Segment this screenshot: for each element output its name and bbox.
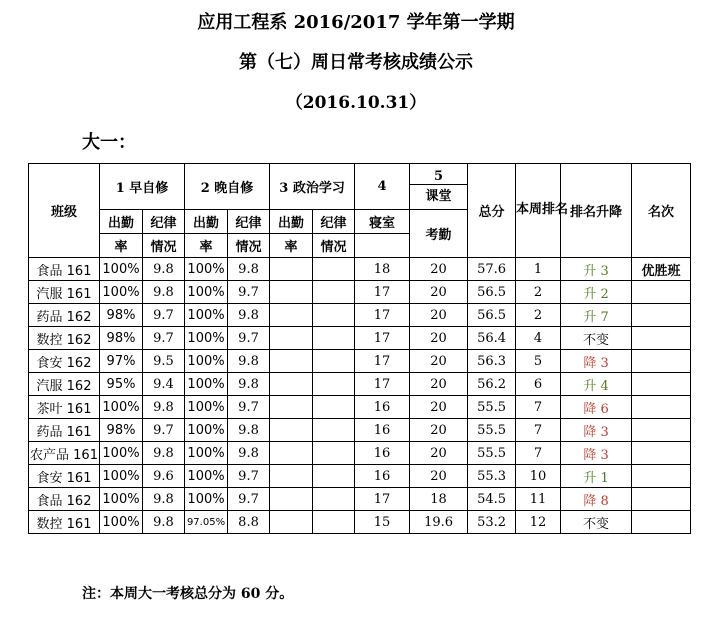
evening-attendance-cell: 100% bbox=[185, 419, 228, 442]
course-score-cell: 20 bbox=[410, 419, 468, 442]
honor-cell bbox=[632, 373, 691, 396]
class-cell: 汽服 161 bbox=[29, 281, 100, 304]
total-score-cell: 56.3 bbox=[468, 350, 516, 373]
honor-cell bbox=[632, 350, 691, 373]
morning-discipline-cell: 9.8 bbox=[143, 258, 185, 281]
honor-cell bbox=[632, 442, 691, 465]
rank-change-cell: 降 6 bbox=[561, 396, 632, 419]
total-score-cell: 53.2 bbox=[468, 511, 516, 534]
table-row bbox=[29, 488, 691, 511]
rank-change-cell: 升 7 bbox=[561, 304, 632, 327]
politics-discipline-cell bbox=[313, 304, 355, 327]
rank-change-cell: 升 2 bbox=[561, 281, 632, 304]
header-row-1 bbox=[29, 164, 691, 210]
morning-discipline-cell: 9.8 bbox=[143, 442, 185, 465]
honor-cell: 优胜班 bbox=[632, 258, 691, 281]
class-cell: 数控 161 bbox=[29, 511, 100, 534]
header-class: 班级 bbox=[29, 164, 100, 258]
total-score-cell: 56.5 bbox=[468, 281, 516, 304]
politics-attendance-cell bbox=[270, 281, 313, 304]
dorm-score-cell: 15 bbox=[355, 511, 410, 534]
header-politics: 3 政治学习 bbox=[270, 164, 355, 210]
rank-cell: 7 bbox=[516, 396, 561, 419]
course-score-cell: 20 bbox=[410, 258, 468, 281]
total-score-cell: 56.4 bbox=[468, 327, 516, 350]
header-p-dis-a: 纪律 bbox=[313, 210, 355, 234]
politics-discipline-cell bbox=[313, 419, 355, 442]
rank-change-cell: 降 3 bbox=[561, 442, 632, 465]
morning-discipline-cell: 9.4 bbox=[143, 373, 185, 396]
evening-discipline-cell: 9.8 bbox=[228, 442, 270, 465]
rank-cell: 2 bbox=[516, 304, 561, 327]
course-score-cell: 20 bbox=[410, 465, 468, 488]
morning-discipline-cell: 9.7 bbox=[143, 419, 185, 442]
evening-attendance-cell: 100% bbox=[185, 465, 228, 488]
header-p-att-a: 出勤 bbox=[270, 210, 313, 234]
header-p-dis-b: 情况 bbox=[313, 234, 355, 258]
politics-attendance-cell bbox=[270, 258, 313, 281]
header-e-dis-b: 情况 bbox=[228, 234, 270, 258]
header-e-att-b: 率 bbox=[185, 234, 228, 258]
evening-attendance-cell: 100% bbox=[185, 258, 228, 281]
class-cell: 药品 162 bbox=[29, 304, 100, 327]
rank-cell: 10 bbox=[516, 465, 561, 488]
header-course-sub2: 考勤 bbox=[410, 210, 468, 258]
course-score-cell: 20 bbox=[410, 373, 468, 396]
evening-attendance-cell: 100% bbox=[185, 488, 228, 511]
total-score-cell: 56.5 bbox=[468, 304, 516, 327]
table-row bbox=[29, 511, 691, 534]
table-row bbox=[29, 465, 691, 488]
rank-cell: 11 bbox=[516, 488, 561, 511]
politics-discipline-cell bbox=[313, 488, 355, 511]
evening-discipline-cell: 9.7 bbox=[228, 396, 270, 419]
rank-cell: 2 bbox=[516, 281, 561, 304]
morning-attendance-cell: 100% bbox=[100, 465, 143, 488]
header-m-dis-b: 情况 bbox=[143, 234, 185, 258]
rank-change-cell: 升 3 bbox=[561, 258, 632, 281]
dorm-score-cell: 16 bbox=[355, 442, 410, 465]
rank-cell: 6 bbox=[516, 373, 561, 396]
politics-attendance-cell bbox=[270, 442, 313, 465]
morning-attendance-cell: 100% bbox=[100, 442, 143, 465]
header-m-dis-a: 纪律 bbox=[143, 210, 185, 234]
total-score-cell: 55.5 bbox=[468, 442, 516, 465]
header-m-att-a: 出勤 bbox=[100, 210, 143, 234]
rank-cell: 7 bbox=[516, 419, 561, 442]
evening-discipline-cell: 9.8 bbox=[228, 419, 270, 442]
evening-attendance-cell: 100% bbox=[185, 396, 228, 419]
rank-cell: 4 bbox=[516, 327, 561, 350]
class-cell: 药品 161 bbox=[29, 419, 100, 442]
morning-attendance-cell: 98% bbox=[100, 304, 143, 327]
honor-cell bbox=[632, 488, 691, 511]
page-date: （2016.10.31） bbox=[285, 93, 427, 113]
politics-discipline-cell bbox=[313, 442, 355, 465]
dorm-score-cell: 17 bbox=[355, 327, 410, 350]
table-row bbox=[29, 396, 691, 419]
evening-attendance-cell: 100% bbox=[185, 350, 228, 373]
politics-discipline-cell bbox=[313, 350, 355, 373]
evening-attendance-cell: 100% bbox=[185, 373, 228, 396]
rank-cell: 1 bbox=[516, 258, 561, 281]
honor-cell bbox=[632, 396, 691, 419]
dorm-score-cell: 17 bbox=[355, 281, 410, 304]
morning-discipline-cell: 9.8 bbox=[143, 396, 185, 419]
evening-attendance-cell: 100% bbox=[185, 304, 228, 327]
morning-discipline-cell: 9.7 bbox=[143, 304, 185, 327]
rank-change-cell: 升 1 bbox=[561, 465, 632, 488]
politics-discipline-cell bbox=[313, 258, 355, 281]
rank-cell: 12 bbox=[516, 511, 561, 534]
table-row bbox=[29, 442, 691, 465]
politics-attendance-cell bbox=[270, 373, 313, 396]
table-row bbox=[29, 350, 691, 373]
morning-discipline-cell: 9.8 bbox=[143, 488, 185, 511]
morning-attendance-cell: 98% bbox=[100, 419, 143, 442]
page-title-line2: 第（七）周日常考核成绩公示 bbox=[239, 52, 473, 73]
evening-discipline-cell: 9.7 bbox=[228, 327, 270, 350]
evening-attendance-cell: 100% bbox=[185, 281, 228, 304]
morning-discipline-cell: 9.7 bbox=[143, 327, 185, 350]
morning-attendance-cell: 100% bbox=[100, 396, 143, 419]
morning-attendance-cell: 100% bbox=[100, 281, 143, 304]
course-score-cell: 19.6 bbox=[410, 511, 468, 534]
rank-change-cell: 降 3 bbox=[561, 350, 632, 373]
course-score-cell: 20 bbox=[410, 396, 468, 419]
politics-discipline-cell bbox=[313, 281, 355, 304]
total-score-cell: 57.6 bbox=[468, 258, 516, 281]
rank-cell: 7 bbox=[516, 442, 561, 465]
header-e-att-a: 出勤 bbox=[185, 210, 228, 234]
header-dorm-num: 4 bbox=[355, 164, 410, 210]
politics-attendance-cell bbox=[270, 396, 313, 419]
course-score-cell: 20 bbox=[410, 304, 468, 327]
honor-cell bbox=[632, 304, 691, 327]
course-score-cell: 20 bbox=[410, 327, 468, 350]
header-total: 总分 bbox=[468, 164, 516, 258]
class-cell: 茶叶 161 bbox=[29, 396, 100, 419]
page-title-line1: 应用工程系 2016/2017 学年第一学期 bbox=[197, 12, 515, 33]
header-course-num bbox=[410, 164, 468, 210]
header-rank: 本周排名 bbox=[516, 164, 561, 258]
morning-discipline-cell: 9.5 bbox=[143, 350, 185, 373]
politics-discipline-cell bbox=[313, 396, 355, 419]
rank-change-cell: 降 3 bbox=[561, 419, 632, 442]
politics-attendance-cell bbox=[270, 350, 313, 373]
class-cell: 农产品 161 bbox=[29, 442, 100, 465]
honor-cell bbox=[632, 327, 691, 350]
total-score-cell: 55.5 bbox=[468, 396, 516, 419]
class-cell: 食品 162 bbox=[29, 488, 100, 511]
table-row bbox=[29, 327, 691, 350]
header-morning: 1 早自修 bbox=[100, 164, 185, 210]
politics-attendance-cell bbox=[270, 304, 313, 327]
morning-attendance-cell: 98% bbox=[100, 327, 143, 350]
total-score-cell: 55.5 bbox=[468, 419, 516, 442]
dorm-score-cell: 16 bbox=[355, 465, 410, 488]
course-score-cell: 18 bbox=[410, 488, 468, 511]
section-label: 大一： bbox=[82, 132, 136, 153]
rank-change-cell: 不变 bbox=[561, 327, 632, 350]
morning-attendance-cell: 100% bbox=[100, 258, 143, 281]
dorm-score-cell: 17 bbox=[355, 373, 410, 396]
header-dorm-label: 寝室 bbox=[355, 210, 410, 234]
footnote: 注：本周大一考核总分为 60 分。 bbox=[82, 586, 294, 602]
evening-discipline-cell: 9.7 bbox=[228, 281, 270, 304]
evening-attendance-cell: 97.05% bbox=[185, 511, 228, 534]
evening-discipline-cell: 8.8 bbox=[228, 511, 270, 534]
politics-discipline-cell bbox=[313, 373, 355, 396]
morning-discipline-cell: 9.6 bbox=[143, 465, 185, 488]
morning-attendance-cell: 97% bbox=[100, 350, 143, 373]
header-evening: 2 晚自修 bbox=[185, 164, 270, 210]
evening-attendance-cell: 100% bbox=[185, 442, 228, 465]
header-change: 排名升降 bbox=[561, 164, 632, 258]
class-cell: 食安 162 bbox=[29, 350, 100, 373]
class-cell: 汽服 162 bbox=[29, 373, 100, 396]
evening-discipline-cell: 9.8 bbox=[228, 350, 270, 373]
header-course-num-text: 5 bbox=[434, 169, 444, 184]
rank-change-cell: 不变 bbox=[561, 511, 632, 534]
politics-attendance-cell bbox=[270, 511, 313, 534]
table-row bbox=[29, 281, 691, 304]
evening-discipline-cell: 9.8 bbox=[228, 304, 270, 327]
morning-discipline-cell: 9.8 bbox=[143, 511, 185, 534]
evening-discipline-cell: 9.7 bbox=[228, 488, 270, 511]
honor-cell bbox=[632, 419, 691, 442]
dorm-score-cell: 17 bbox=[355, 350, 410, 373]
class-cell: 食安 161 bbox=[29, 465, 100, 488]
course-score-cell: 20 bbox=[410, 442, 468, 465]
header-dorm-blank bbox=[355, 234, 410, 258]
honor-cell bbox=[632, 281, 691, 304]
politics-discipline-cell bbox=[313, 511, 355, 534]
politics-attendance-cell bbox=[270, 488, 313, 511]
table-row bbox=[29, 373, 691, 396]
header-honor: 名次 bbox=[632, 164, 691, 258]
header-m-att-b: 率 bbox=[100, 234, 143, 258]
table-row bbox=[29, 258, 691, 281]
politics-attendance-cell bbox=[270, 465, 313, 488]
evening-discipline-cell: 9.8 bbox=[228, 373, 270, 396]
dorm-score-cell: 16 bbox=[355, 396, 410, 419]
total-score-cell: 55.3 bbox=[468, 465, 516, 488]
dorm-score-cell: 17 bbox=[355, 304, 410, 327]
morning-attendance-cell: 95% bbox=[100, 373, 143, 396]
table-row bbox=[29, 419, 691, 442]
total-score-cell: 56.2 bbox=[468, 373, 516, 396]
header-course-sub1: 课堂 bbox=[409, 184, 468, 204]
class-cell: 食品 161 bbox=[29, 258, 100, 281]
morning-attendance-cell: 100% bbox=[100, 488, 143, 511]
rank-cell: 5 bbox=[516, 350, 561, 373]
politics-discipline-cell bbox=[313, 465, 355, 488]
politics-discipline-cell bbox=[313, 327, 355, 350]
morning-discipline-cell: 9.8 bbox=[143, 281, 185, 304]
header-e-dis-a: 纪律 bbox=[228, 210, 270, 234]
morning-attendance-cell: 100% bbox=[100, 511, 143, 534]
class-cell: 数控 162 bbox=[29, 327, 100, 350]
evening-discipline-cell: 9.7 bbox=[228, 465, 270, 488]
header-p-att-b: 率 bbox=[270, 234, 313, 258]
table-row bbox=[29, 304, 691, 327]
total-score-cell: 54.5 bbox=[468, 488, 516, 511]
course-score-cell: 20 bbox=[410, 350, 468, 373]
course-score-cell: 20 bbox=[410, 281, 468, 304]
rank-change-cell: 降 8 bbox=[561, 488, 632, 511]
dorm-score-cell: 18 bbox=[355, 258, 410, 281]
honor-cell bbox=[632, 465, 691, 488]
evening-discipline-cell: 9.8 bbox=[228, 258, 270, 281]
honor-cell bbox=[632, 511, 691, 534]
dorm-score-cell: 16 bbox=[355, 419, 410, 442]
evening-attendance-cell: 100% bbox=[185, 327, 228, 350]
politics-attendance-cell bbox=[270, 419, 313, 442]
score-table bbox=[28, 163, 691, 534]
dorm-score-cell: 17 bbox=[355, 488, 410, 511]
politics-attendance-cell bbox=[270, 327, 313, 350]
rank-change-cell: 升 4 bbox=[561, 373, 632, 396]
